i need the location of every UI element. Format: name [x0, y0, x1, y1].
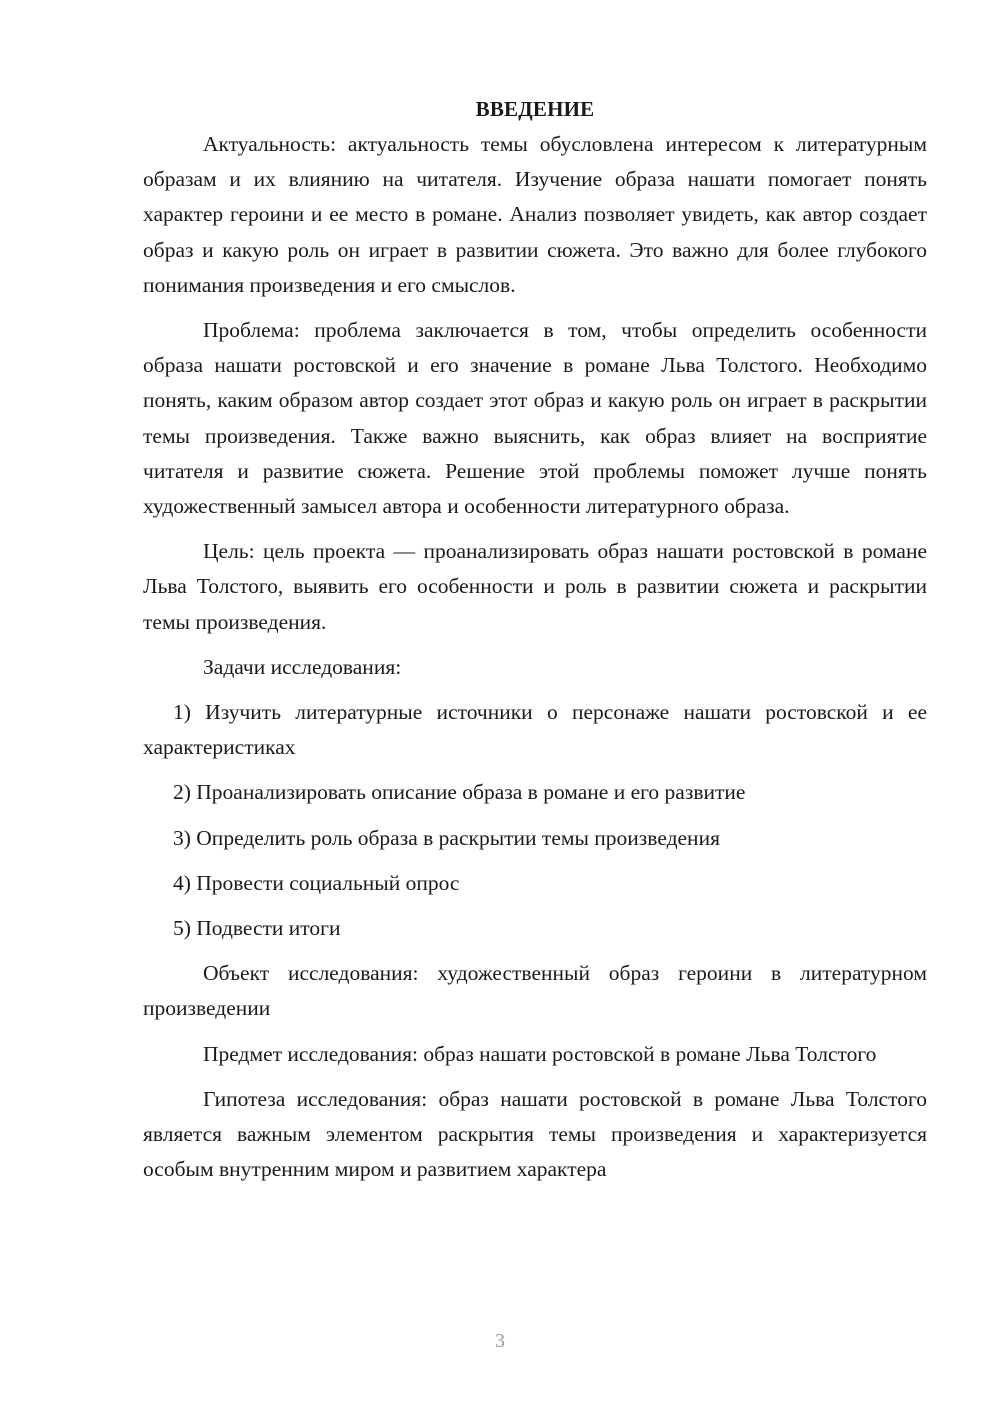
- page-title: ВВЕДЕНИЕ: [475, 97, 595, 121]
- page-number: 3: [495, 1330, 505, 1352]
- list-item: 3) Определить роль образа в раскрытии темы произведения: [173, 825, 720, 850]
- list-item: 2) Проанализировать описание образа в романе и его развитие: [173, 780, 746, 805]
- tasks-heading: Задачи исследования:: [203, 654, 402, 679]
- list-item: 5) Подвести итоги: [173, 916, 341, 941]
- list-item: 1) Изучить литературные источники о персонаже нашати ростовской и ее характеристиках: [143, 700, 927, 760]
- document-page: [143, 92, 927, 1187]
- problem-paragraph: Проблема: проблема заключается в том, чтобы определить особенности образа нашати ростовской и его значение в романе Льва Толстого. Необходимо понять, каким образом автор создает этот образ и какую роль он играет в раскрытии темы произведения. Также важно выяснить, как образ влияет на восприятие читателя и развитие сюжета. Решение этой проблемы поможет лучше понять художественный замысел автора и особенности литературного образа.: [143, 318, 927, 519]
- tasks-list: [143, 695, 927, 946]
- list-item: 4) Провести социальный опрос: [173, 870, 460, 895]
- subject-paragraph: Предмет исследования: образ нашати ростовской в романе Льва Толстого: [203, 1041, 877, 1066]
- relevance-paragraph: Актуальность: актуальность темы обусловлена интересом к литературным образам и их влиянию на читателя. Изучение образа нашати помогает понять характер героини и ее место в романе. Анализ позволяет увидеть, как автор создает образ и какую роль он играет в развитии сюжета. Это важно для более глубокого понимания произведения и его смыслов.: [143, 132, 927, 297]
- object-paragraph: Объект исследования: художественный образ героини в литературном произведении: [143, 961, 927, 1021]
- goal-paragraph: Цель: цель проекта — проанализировать образ нашати ростовской в романе Льва Толстого, выявить его особенности и роль в развитии сюжета и раскрытии темы произведения.: [143, 539, 927, 634]
- hypothesis-paragraph: Гипотеза исследования: образ нашати ростовской в романе Льва Толстого является важным элементом раскрытия темы произведения и характеризуется особым внутренним миром и развитием характера: [143, 1086, 927, 1182]
